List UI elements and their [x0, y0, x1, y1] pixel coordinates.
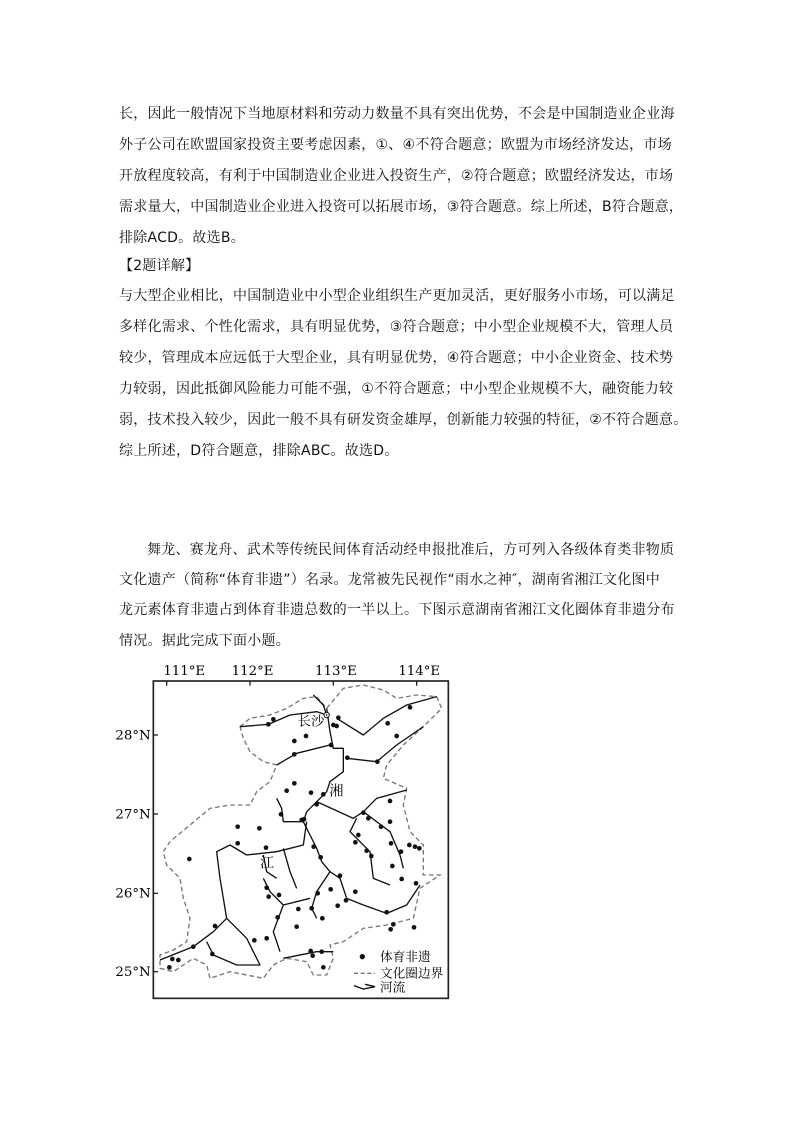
heritage-site-dot	[320, 916, 325, 921]
text-line: 开放程度较高，有利于中国制造业企业进入投资生产，②符合题意；欧盟经济发达，市场	[119, 168, 674, 184]
heritage-site-dot	[292, 752, 297, 757]
heritage-site-dot	[366, 816, 371, 821]
text-line: 舞龙、赛龙舟、武术等传统民间体育活动经申报批准后，方可列入各级体育类非物质	[147, 542, 675, 558]
lon-label: 112°E	[231, 664, 274, 679]
heritage-site-dot	[309, 790, 314, 795]
heritage-site-dot	[266, 894, 271, 899]
heritage-site-dot	[319, 949, 324, 954]
heritage-site-dot	[257, 826, 262, 831]
text-line: 龙元素体育非遗占到体育非遗总数的一半以上。下图示意湖南省湘江文化圈体育非遗分布	[119, 602, 675, 618]
heritage-site-dot	[353, 840, 358, 845]
heritage-site-dot	[314, 802, 319, 807]
text-line-last: 排除ACD。故选B。	[119, 230, 245, 246]
river-label-jiang: 江	[260, 855, 274, 872]
lon-label: 111°E	[163, 664, 206, 679]
heritage-site-dot	[407, 843, 412, 848]
heritage-site-dot	[336, 715, 341, 720]
heritage-site-dot	[329, 743, 334, 748]
heritage-site-dot	[235, 841, 240, 846]
heritage-site-dot	[390, 864, 395, 869]
heritage-site-dot	[310, 953, 315, 958]
heritage-site-dot	[284, 788, 289, 793]
heritage-site-dot	[356, 833, 361, 838]
heritage-site-dot	[264, 845, 269, 850]
heritage-site-dot	[388, 927, 393, 932]
heritage-site-dot	[277, 893, 282, 898]
heritage-site-dot	[412, 925, 417, 930]
lon-label: 113°E	[315, 664, 357, 679]
heritage-site-dot	[321, 965, 326, 970]
text-line: 情况。据此完成下面小题。	[119, 633, 290, 649]
lat-label: 27°N	[115, 807, 151, 823]
heritage-site-dot	[302, 817, 307, 822]
heritage-site-dot	[235, 824, 240, 829]
text-line: 多样化需求、个性化需求，具有明显优势，③符合题意；中小型企业规模不大，管理人员	[119, 319, 674, 335]
legend-dot-icon	[360, 954, 365, 959]
heritage-site-dot	[364, 848, 369, 853]
heritage-site-dot	[417, 846, 422, 851]
section-heading: 【2题详解】	[119, 258, 200, 274]
heritage-site-dot	[309, 906, 314, 911]
text-line: 外子公司在欧盟国家投资主要考虑因素，①、④不符合题意；欧盟为市场经济发达，市场	[119, 137, 672, 153]
xiangjiang-culture-map	[115, 660, 460, 1005]
heritage-site-dot	[361, 810, 366, 815]
heritage-site-dot	[187, 857, 192, 862]
heritage-site-dot	[391, 922, 396, 927]
lat-label: 26°N	[115, 886, 151, 902]
text-line: 力较弱，因此抵御风险能力可能不强，①不符合题意；中小型企业规模不大，融资能力较	[119, 381, 674, 397]
legend-label-river: 河流	[380, 979, 406, 995]
heritage-site-dot	[399, 849, 404, 854]
text-line: 长，因此一般情况下当地原材料和劳动力数量不具有突出优势，不会是中国制造业企业海	[119, 106, 675, 122]
heritage-site-dot	[321, 792, 326, 797]
legend-label-boundary: 文化圈边界	[380, 965, 444, 981]
legend-label-heritage: 体育非遗	[380, 949, 431, 964]
heritage-site-dot	[345, 755, 350, 760]
heritage-site-dot	[167, 965, 172, 970]
heritage-site-dot	[328, 887, 333, 892]
heritage-site-dot	[388, 799, 393, 804]
heritage-site-dot	[379, 824, 384, 829]
lon-label: 114°E	[398, 664, 441, 679]
heritage-site-dot	[308, 949, 313, 954]
heritage-site-dot	[264, 885, 269, 890]
heritage-site-dot	[394, 734, 399, 739]
heritage-site-dot	[294, 924, 299, 929]
text-line: 文化遗产（简称“体育非遗”）名录。龙常被先民视作“雨水之神″，湖南省湘江文化图中	[119, 572, 660, 588]
heritage-site-dot	[414, 881, 419, 886]
heritage-site-dot	[292, 781, 297, 786]
changsha-city-center	[326, 714, 328, 716]
heritage-site-dot	[264, 936, 269, 941]
heritage-site-dot	[252, 938, 257, 943]
heritage-site-dot	[271, 717, 276, 722]
text-line: 弱，技术投入较少，因此一般不具有研发资金雄厚，创新能力较强的特征，②不符合题意。	[119, 412, 688, 428]
text-line: 与大型企业相比，中国制造业中小型企业组织生产更加灵活，更好服务小市场，可以满足	[119, 288, 675, 304]
lat-label: 28°N	[115, 728, 151, 744]
city-label-changsha: 长沙	[297, 714, 325, 730]
heritage-site-dot	[369, 854, 374, 859]
heritage-site-dot	[266, 722, 271, 727]
heritage-site-dot	[318, 855, 323, 860]
heritage-site-dot	[292, 739, 297, 744]
heritage-site-dot	[296, 907, 301, 912]
heritage-site-dot	[375, 759, 380, 764]
heritage-site-dot	[315, 891, 320, 896]
heritage-site-dot	[408, 705, 413, 710]
map-legend	[353, 948, 446, 995]
heritage-site-dot	[334, 724, 339, 729]
text-line: 需求量大，中国制造业企业进入投资可以拓展市场，③符合题意。综上所述，B符合题意，	[119, 199, 684, 215]
heritage-site-dot	[170, 957, 175, 962]
heritage-site-dot	[275, 915, 280, 920]
heritage-site-dot	[344, 898, 349, 903]
lat-label: 25°N	[115, 965, 151, 980]
heritage-site-dot	[279, 812, 284, 817]
heritage-site-dot	[311, 844, 316, 849]
heritage-site-dot	[176, 958, 181, 963]
heritage-site-dot	[389, 841, 394, 846]
heritage-site-dot	[388, 819, 393, 824]
heritage-site-dot	[413, 844, 418, 849]
heritage-site-dot	[399, 877, 404, 882]
heritage-site-dot	[384, 910, 389, 915]
heritage-site-dot	[335, 903, 340, 908]
text-line: 较少，管理成本应远低于大型企业，具有明显优势，④符合题意；中小企业资金、技术势	[119, 350, 674, 366]
text-line: 综上所述，D符合题意，排除ABC。故选D。	[119, 443, 399, 459]
heritage-site-dot	[304, 734, 309, 739]
heritage-site-dot	[191, 944, 196, 949]
heritage-site-dot	[213, 924, 218, 929]
heritage-site-dot	[385, 721, 390, 726]
heritage-site-dot	[353, 889, 358, 894]
heritage-site-dot	[338, 873, 343, 878]
river-label-xiang: 湘	[329, 783, 344, 800]
heritage-site-dot	[210, 952, 215, 957]
